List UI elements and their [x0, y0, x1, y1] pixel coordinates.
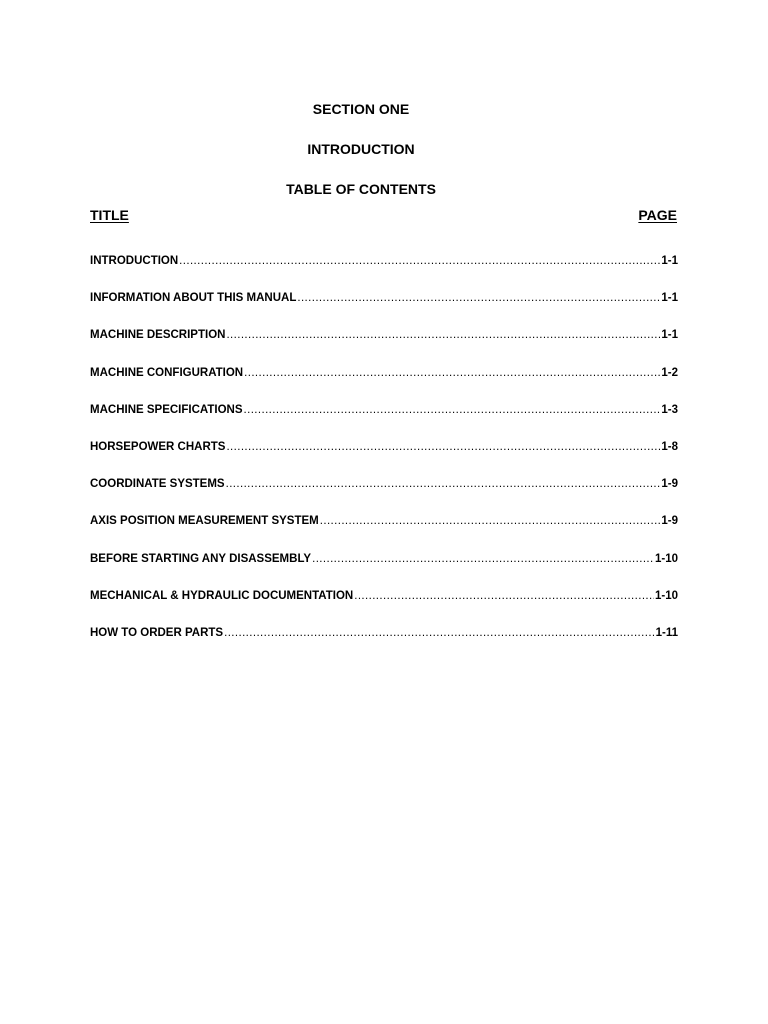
toc-entry-page: 1-3: [661, 403, 678, 416]
chapter-heading: INTRODUCTION: [307, 141, 415, 157]
toc-entry-title: INFORMATION ABOUT THIS MANUAL: [90, 292, 297, 305]
dot-leader: [354, 588, 654, 604]
toc-entry-page: 1-1: [661, 329, 678, 342]
dot-leader: [226, 439, 660, 455]
toc-entry[interactable]: [90, 253, 678, 290]
toc-entry-page: 1-10: [654, 552, 678, 565]
toc-entry-title: HOW TO ORDER PARTS: [90, 626, 224, 639]
toc-entry-page: 1-1: [661, 292, 678, 305]
toc-entry-page: 1-10: [654, 589, 678, 602]
dot-leader: [297, 290, 660, 306]
dot-leader: [244, 365, 660, 381]
toc-entry[interactable]: [90, 365, 678, 402]
toc-list: [90, 253, 678, 662]
toc-entry-page: 1-8: [661, 440, 678, 453]
toc-entry-title: MACHINE DESCRIPTION: [90, 329, 226, 342]
toc-entry-title: MACHINE CONFIGURATION: [90, 366, 244, 379]
toc-entry[interactable]: [90, 476, 678, 513]
toc-entry[interactable]: [90, 625, 678, 662]
dot-leader: [226, 476, 661, 492]
toc-entry-title: MACHINE SPECIFICATIONS: [90, 403, 243, 416]
dot-leader: [244, 402, 661, 418]
toc-entry[interactable]: [90, 327, 678, 364]
toc-entry-title: COORDINATE SYSTEMS: [90, 478, 225, 491]
section-heading: SECTION ONE: [312, 101, 410, 117]
dot-leader: [224, 625, 655, 641]
toc-entry[interactable]: [90, 439, 678, 476]
toc-entry-title: AXIS POSITION MEASUREMENT SYSTEM: [90, 515, 319, 528]
dot-leader: [312, 551, 654, 567]
toc-entry-page: 1-9: [661, 478, 678, 491]
toc-entry[interactable]: [90, 588, 678, 625]
title-column-header: TITLE: [90, 207, 129, 223]
toc-entry-page: 1-1: [661, 255, 678, 267]
toc-entry-title: HORSEPOWER CHARTS: [90, 440, 226, 453]
toc-entry[interactable]: [90, 513, 678, 550]
page-column-header: PAGE: [638, 207, 677, 223]
toc-entry[interactable]: [90, 290, 678, 327]
toc-entry-page: 1-9: [661, 515, 678, 528]
toc-entry[interactable]: [90, 402, 678, 439]
toc-heading: TABLE OF CONTENTS: [286, 181, 436, 197]
toc-entry-title: BEFORE STARTING ANY DISASSEMBLY: [90, 552, 312, 565]
dot-leader: [320, 513, 661, 529]
toc-entry-title: MECHANICAL & HYDRAULIC DOCUMENTATION: [90, 589, 354, 602]
dot-leader: [226, 327, 660, 343]
dot-leader: [179, 253, 660, 269]
toc-entry-page: 1-2: [661, 366, 678, 379]
toc-entry-title: INTRODUCTION: [90, 255, 179, 267]
toc-entry[interactable]: [90, 551, 678, 588]
toc-entry-page: 1-11: [655, 626, 678, 639]
